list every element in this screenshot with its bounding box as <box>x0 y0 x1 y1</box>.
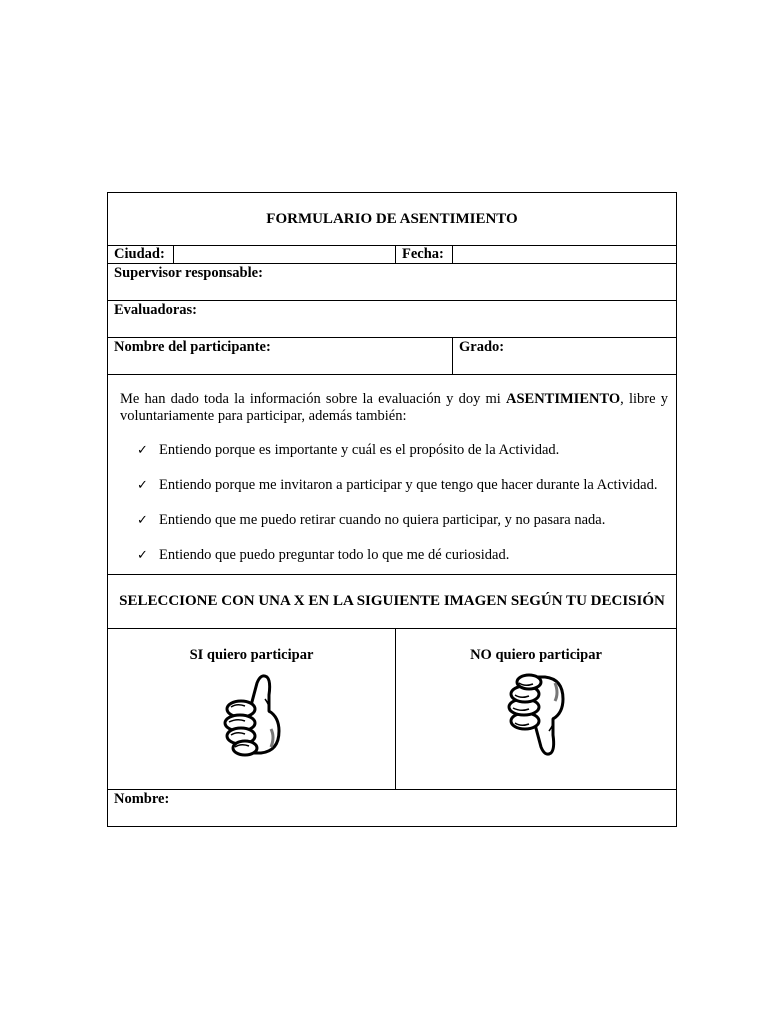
assent-form <box>107 192 676 827</box>
checklist-item <box>120 477 668 494</box>
fecha-label: Fecha: <box>396 246 453 264</box>
checklist-text: Entiendo porque es importante y cuál es el propósito de la Actividad. <box>159 442 560 458</box>
thumbs-down-icon[interactable] <box>503 673 569 762</box>
ciudad-label: Ciudad: <box>108 246 174 264</box>
checkmark-icon: ✓ <box>137 513 148 528</box>
evaluadoras-label: Evaluadoras: <box>114 302 197 318</box>
intro-paragraph <box>120 391 668 425</box>
yes-label: SI quiero participar <box>189 647 314 663</box>
checklist-text: Entiendo que puedo preguntar todo lo que me dé curiosidad. <box>159 547 510 563</box>
checklist <box>120 442 668 564</box>
checkmark-icon: ✓ <box>137 478 148 493</box>
nombre-field[interactable] <box>108 790 677 827</box>
nombre-label: Nombre: <box>114 791 170 807</box>
grado-field[interactable] <box>453 338 677 375</box>
select-instruction: SELECCIONE CON UNA X EN LA SIGUIENTE IMAGEN SEGÚN TU DECISIÓN <box>108 575 677 629</box>
checklist-item <box>120 512 668 529</box>
checklist-text: Entiendo porque me invitaron a participar y que tengo que hacer durante la Actividad. <box>159 477 658 493</box>
thumbs-up-icon[interactable] <box>219 673 285 762</box>
intro-text: Me han dado toda la información sobre la evaluación y doy mi <box>120 391 506 407</box>
participante-field[interactable] <box>108 338 453 375</box>
checkmark-icon: ✓ <box>137 443 148 458</box>
intro-bold: ASENTIMIENTO <box>506 391 621 407</box>
form-table <box>107 192 677 827</box>
checklist-item <box>120 442 668 459</box>
checkmark-icon: ✓ <box>137 548 148 563</box>
participante-label: Nombre del participante: <box>114 339 271 355</box>
fecha-field[interactable] <box>453 246 677 264</box>
assent-text <box>108 375 677 575</box>
form-title: FORMULARIO DE ASENTIMIENTO <box>108 193 677 246</box>
checklist-text: Entiendo que me puedo retirar cuando no quiera participar, y no pasara nada. <box>159 512 606 528</box>
intro-text-end: , libre y voluntariamente para participar, además también: <box>120 391 668 424</box>
supervisor-field[interactable] <box>108 264 677 301</box>
checklist-item <box>120 547 668 564</box>
no-label: NO quiero participar <box>470 647 602 663</box>
yes-choice[interactable] <box>108 629 396 790</box>
supervisor-label: Supervisor responsable: <box>114 265 263 281</box>
ciudad-field[interactable] <box>174 246 396 264</box>
no-choice[interactable] <box>396 629 677 790</box>
grado-label: Grado: <box>459 339 505 355</box>
evaluadoras-field[interactable] <box>108 301 677 338</box>
